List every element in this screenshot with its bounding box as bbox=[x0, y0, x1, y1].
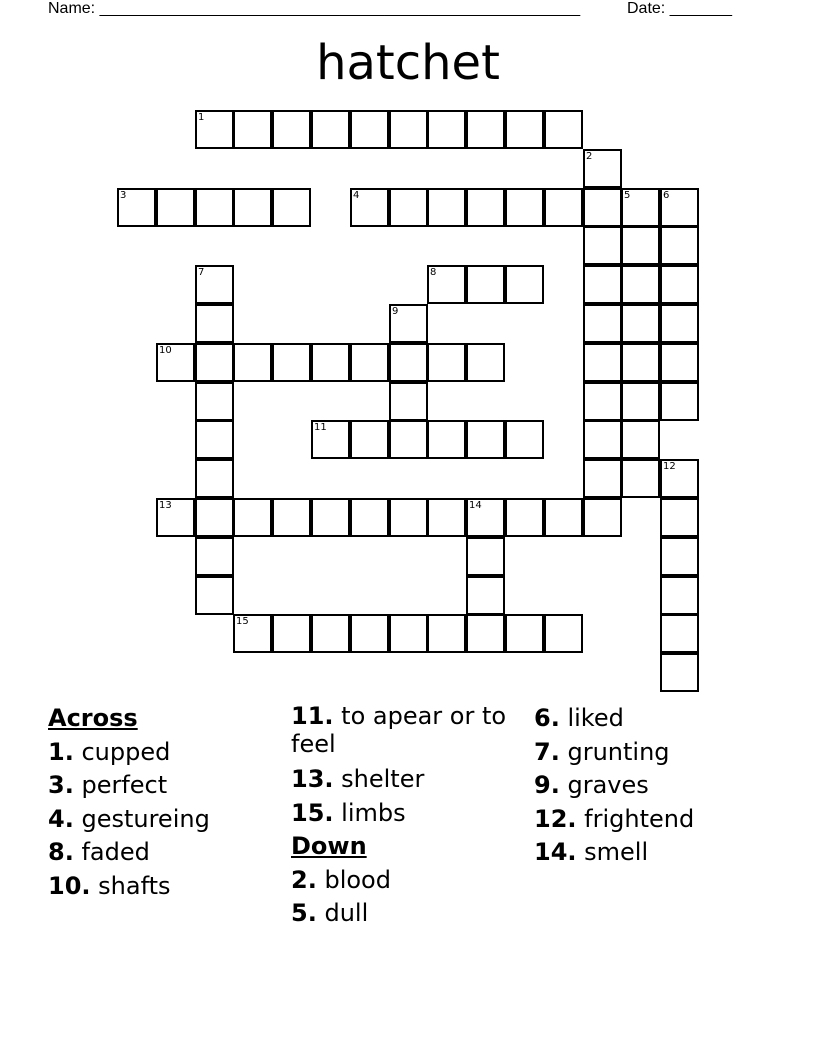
clue-item: 9. graves bbox=[534, 771, 649, 799]
clue-column-1 bbox=[48, 702, 278, 903]
clue-number-label: 14 bbox=[469, 500, 482, 511]
grid-cell bbox=[350, 188, 389, 227]
grid-cell bbox=[544, 498, 583, 537]
grid-cell bbox=[389, 614, 428, 653]
clue-number-label: 11 bbox=[314, 422, 327, 433]
grid-cell bbox=[427, 110, 466, 149]
grid-cell bbox=[156, 343, 195, 382]
grid-cell bbox=[195, 420, 234, 459]
grid-cell bbox=[466, 576, 505, 615]
clue-item: 13. shelter bbox=[291, 765, 425, 793]
grid-cell bbox=[350, 614, 389, 653]
grid-cell bbox=[427, 188, 466, 227]
grid-cell bbox=[311, 343, 350, 382]
grid-cell bbox=[427, 343, 466, 382]
clue-item: 11. to apear or to feel bbox=[291, 702, 507, 758]
across-heading: Across bbox=[48, 704, 138, 732]
grid-cell bbox=[544, 614, 583, 653]
grid-cell bbox=[505, 110, 544, 149]
grid-cell bbox=[583, 382, 622, 421]
date-field-label: Date: _______ bbox=[627, 0, 732, 17]
grid-cell bbox=[505, 265, 544, 304]
grid-cell bbox=[389, 382, 428, 421]
grid-cell bbox=[660, 382, 699, 421]
grid-cell bbox=[621, 304, 660, 343]
grid-cell bbox=[156, 188, 195, 227]
grid-cell bbox=[195, 382, 234, 421]
grid-cell bbox=[660, 304, 699, 343]
grid-cell bbox=[466, 498, 505, 537]
grid-cell bbox=[195, 537, 234, 576]
grid-cell bbox=[117, 188, 156, 227]
clue-item: 14. smell bbox=[534, 838, 649, 866]
grid-cell bbox=[350, 420, 389, 459]
grid-cell bbox=[660, 343, 699, 382]
grid-cell bbox=[350, 110, 389, 149]
grid-cell bbox=[272, 614, 311, 653]
grid-cell bbox=[505, 420, 544, 459]
grid-cell bbox=[621, 188, 660, 227]
grid-cell bbox=[466, 420, 505, 459]
grid-cell bbox=[505, 614, 544, 653]
clue-number-label: 9 bbox=[392, 306, 399, 317]
clue-number-label: 6 bbox=[663, 190, 670, 201]
grid-cell bbox=[195, 110, 234, 149]
grid-cell bbox=[233, 343, 272, 382]
down-heading: Down bbox=[291, 832, 367, 860]
grid-cell bbox=[156, 498, 195, 537]
grid-cell bbox=[583, 420, 622, 459]
clue-number-label: 2 bbox=[586, 151, 593, 162]
grid-cell bbox=[660, 537, 699, 576]
grid-cell bbox=[660, 459, 699, 498]
grid-cell bbox=[233, 110, 272, 149]
grid-cell bbox=[660, 226, 699, 265]
grid-cell bbox=[272, 498, 311, 537]
grid-cell bbox=[427, 614, 466, 653]
grid-cell bbox=[311, 498, 350, 537]
grid-cell bbox=[389, 304, 428, 343]
grid-cell bbox=[466, 188, 505, 227]
clue-number-label: 7 bbox=[198, 267, 205, 278]
grid-cell bbox=[660, 188, 699, 227]
grid-cell bbox=[311, 614, 350, 653]
grid-cell bbox=[466, 110, 505, 149]
grid-cell bbox=[427, 265, 466, 304]
grid-cell bbox=[660, 614, 699, 653]
grid-cell bbox=[233, 498, 272, 537]
grid-cell bbox=[621, 382, 660, 421]
grid-cell bbox=[621, 226, 660, 265]
grid-cell bbox=[389, 420, 428, 459]
grid-cell bbox=[389, 343, 428, 382]
grid-cell bbox=[350, 498, 389, 537]
clue-item: 10. shafts bbox=[48, 871, 171, 900]
grid-cell bbox=[311, 110, 350, 149]
grid-cell bbox=[583, 149, 622, 188]
grid-cell bbox=[272, 188, 311, 227]
grid-cell bbox=[466, 614, 505, 653]
grid-cell bbox=[466, 343, 505, 382]
clue-number-label: 10 bbox=[159, 345, 172, 356]
grid-cell bbox=[233, 614, 272, 653]
name-field-label: Name: ______________________________________________________ bbox=[48, 0, 581, 17]
grid-cell bbox=[505, 188, 544, 227]
clue-item: 15. limbs bbox=[291, 798, 406, 827]
clue-item: 8. faded bbox=[48, 838, 150, 866]
clue-number-label: 12 bbox=[663, 461, 676, 472]
grid-cell bbox=[621, 459, 660, 498]
grid-cell bbox=[350, 343, 389, 382]
grid-cell bbox=[660, 265, 699, 304]
grid-cell bbox=[427, 498, 466, 537]
clue-number-label: 15 bbox=[236, 616, 249, 627]
clue-item: 4. gestureing bbox=[48, 804, 210, 833]
grid-cell bbox=[195, 188, 234, 227]
grid-cell bbox=[660, 653, 699, 692]
grid-cell bbox=[195, 498, 234, 537]
grid-cell bbox=[195, 343, 234, 382]
grid-cell bbox=[583, 265, 622, 304]
grid-cell bbox=[311, 420, 350, 459]
grid-cell bbox=[660, 576, 699, 615]
grid-cell bbox=[583, 343, 622, 382]
clue-item: 2. blood bbox=[291, 865, 391, 894]
clue-number-label: 1 bbox=[198, 112, 205, 123]
grid-cell bbox=[195, 576, 234, 615]
clue-item: 5. dull bbox=[291, 899, 369, 927]
grid-cell bbox=[544, 188, 583, 227]
grid-cell bbox=[583, 226, 622, 265]
grid-cell bbox=[389, 188, 428, 227]
grid-cell bbox=[583, 498, 622, 537]
grid-cell bbox=[660, 498, 699, 537]
grid-cell bbox=[544, 110, 583, 149]
grid-cell bbox=[272, 110, 311, 149]
grid-cell bbox=[195, 265, 234, 304]
grid-cell bbox=[389, 110, 428, 149]
clue-item: 1. cupped bbox=[48, 737, 171, 766]
grid-cell bbox=[195, 459, 234, 498]
grid-cell bbox=[427, 420, 466, 459]
clue-item: 6. liked bbox=[534, 704, 624, 732]
clue-item: 3. perfect bbox=[48, 771, 168, 799]
clue-column-3 bbox=[534, 702, 764, 870]
grid-cell bbox=[621, 420, 660, 459]
clue-item: 12. frightend bbox=[534, 804, 695, 833]
grid-cell bbox=[583, 459, 622, 498]
grid-cell bbox=[466, 265, 505, 304]
grid-cell bbox=[583, 188, 622, 227]
grid-cell bbox=[466, 537, 505, 576]
grid-cell bbox=[389, 498, 428, 537]
clue-number-label: 8 bbox=[430, 267, 437, 278]
grid-cell bbox=[195, 304, 234, 343]
grid-cell bbox=[505, 498, 544, 537]
clue-number-label: 13 bbox=[159, 500, 172, 511]
grid-cell bbox=[233, 188, 272, 227]
clue-number-label: 3 bbox=[120, 190, 127, 201]
clue-column-2 bbox=[291, 702, 521, 931]
grid-cell bbox=[621, 343, 660, 382]
grid-cell bbox=[583, 304, 622, 343]
clue-item: 7. grunting bbox=[534, 737, 670, 766]
clue-number-label: 5 bbox=[624, 190, 631, 201]
grid-cell bbox=[621, 265, 660, 304]
clue-number-label: 4 bbox=[353, 190, 360, 201]
grid-cell bbox=[272, 343, 311, 382]
puzzle-title: hatchet bbox=[316, 35, 500, 91]
